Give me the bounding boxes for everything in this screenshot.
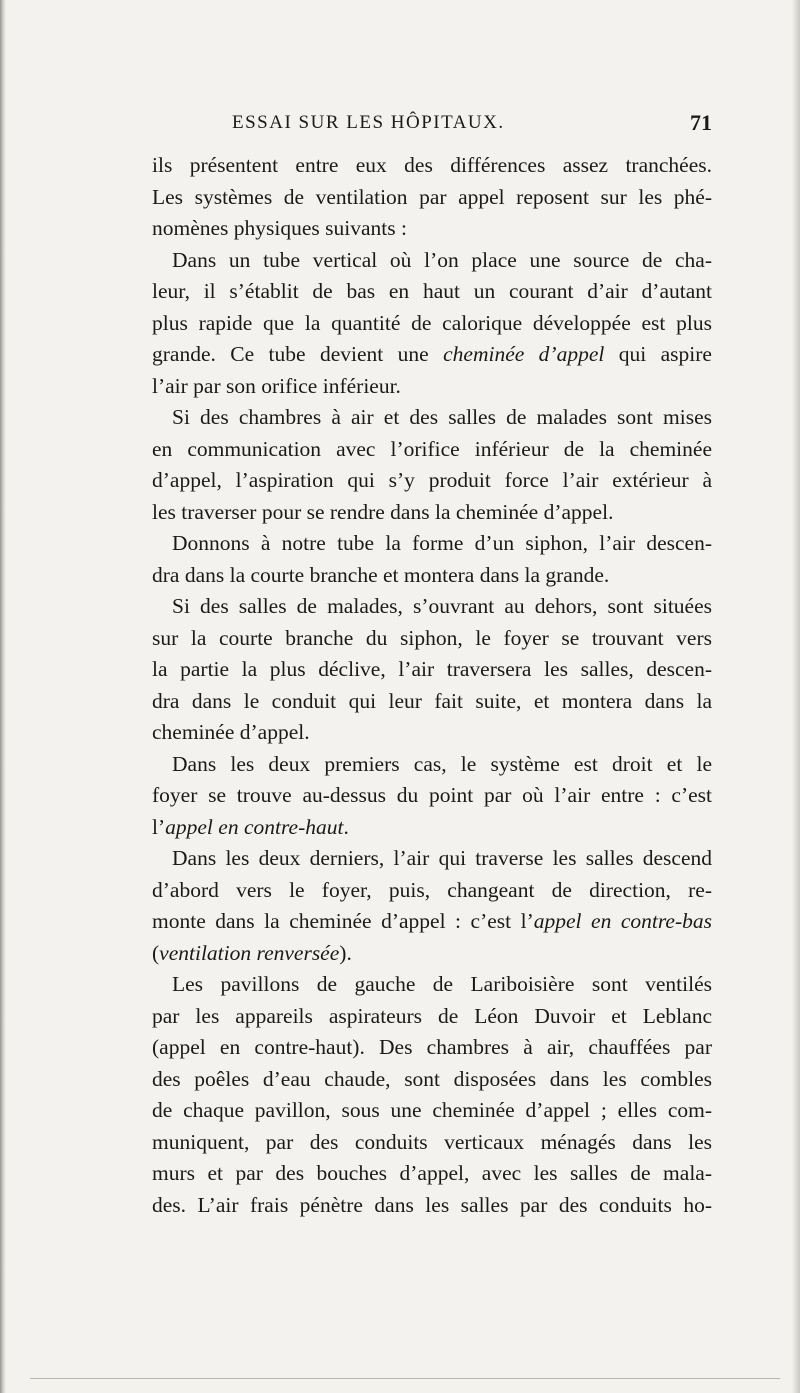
text-run: ( [152,940,160,965]
text-run: plus rapide que la quantité de calorique développée est plus [152,310,712,335]
text-line [152,686,712,718]
text-run: d’appel, l’aspiration qui s’y produit force l’air extérieur à [152,468,712,492]
text-run: par les appareils aspirateurs de Léon Duvoir et Leblanc [152,1003,712,1028]
text-line [152,276,712,308]
text-run: monte dans la cheminée d’appel : c’est l’ [152,909,534,933]
text-run: Dans un tube vertical où l’on place une source de cha- [172,247,712,272]
text-run: (appel en contre-haut). Des chambres à air, chauffées par [152,1035,712,1059]
italic-term: cheminée d’appel [443,342,605,366]
text-run: l’air par son orifice inférieur. [152,373,401,398]
text-line [152,182,712,214]
text-run: l’ [152,814,166,839]
italic-term: ventilation renversée [159,940,340,965]
text-run: cheminée d’appel. [152,720,310,744]
text-line [152,402,712,434]
text-run: en communication avec l’orifice inférieur de la cheminée [152,436,712,461]
text-line [152,308,712,340]
text-line [152,150,712,182]
text-line [152,969,712,1001]
text-run: des. L’air frais pénètre dans les salles par des conduits ho- [152,1192,712,1217]
text-line [152,1095,712,1127]
text-line [152,1001,712,1033]
text-run: Donnons à notre tube la forme d’un siphon, l’air descen- [172,531,712,555]
text-run: murs et par des bouches d’appel, avec les salles de mala- [152,1161,712,1185]
text-run: la partie la plus déclive, l’air traversera les salles, descen- [152,657,712,681]
text-run: foyer se trouve au-dessus du point par où l’air entre : c’est [152,783,712,807]
text-run: dra dans la courte branche et montera dans la grande. [152,562,610,587]
italic-term: appel en contre-bas [533,909,712,933]
text-run: Les systèmes de ventilation par appel reposent sur les phé- [152,184,712,209]
text-line [152,623,712,655]
page-bottom-edge [30,1378,780,1379]
text-run: ils présentent entre eux des différences assez tranchées. [152,153,712,177]
text-run: de chaque pavillon, sous une cheminée d’appel ; elles com- [152,1098,712,1122]
text-line [152,560,712,592]
text-line [152,749,712,781]
text-line [152,812,712,844]
running-head [152,112,712,142]
text-line [152,591,712,623]
text-line [152,780,712,812]
text-run: d’abord vers le foyer, puis, changeant de direction, re- [152,877,712,902]
text-run: muniquent, par des conduits verticaux ménagés dans les [152,1129,712,1154]
text-line [152,717,712,749]
text-line [152,497,712,529]
text-line [152,875,712,907]
running-title: ESSAI SUR LES HÔPITAUX. [232,112,505,133]
text-line [152,843,712,875]
text-line [152,1127,712,1159]
text-run: Dans les deux premiers cas, le système est droit et le [172,751,712,776]
text-run: Si des salles de malades, s’ouvrant au dehors, sont situées [172,594,712,618]
text-run: les traverser pour se rendre dans la cheminée d’appel. [152,499,614,524]
text-run: . [343,814,349,839]
text-run: Si des chambres à air et des salles de malades sont mises [172,405,712,429]
text-run: qui aspire [604,342,712,366]
page-edge-shadow-left [0,0,6,1393]
text-line [152,245,712,277]
text-line [152,213,712,245]
text-line [152,528,712,560]
text-run: dra dans le conduit qui leur fait suite, et montera dans la [152,688,712,713]
text-run: Les pavillons de gauche de Lariboisière sont ventilés [172,972,712,996]
text-line [152,434,712,466]
body-text [152,150,712,1221]
text-line [152,1190,712,1222]
text-run: grande. Ce tube devient une [152,342,444,366]
text-line [152,906,712,938]
text-line [152,938,712,970]
text-line [152,465,712,497]
text-run: des poêles d’eau chaude, sont disposées dans les combles [152,1066,712,1091]
page-edge-shadow-right [792,0,800,1393]
text-run: ). [339,940,352,965]
page-number: 71 [690,110,712,135]
text-line [152,1032,712,1064]
text-line [152,339,712,371]
text-line [152,371,712,403]
text-run: leur, il s’établit de bas en haut un courant d’air d’autant [152,279,712,303]
text-run: Dans les deux derniers, l’air qui traverse les salles descend [172,846,712,870]
text-line [152,1064,712,1096]
text-line [152,1158,712,1190]
text-run: sur la courte branche du siphon, le foyer se trouvant vers [152,625,712,650]
text-run: nomènes physiques suivants : [152,216,407,240]
text-line [152,654,712,686]
italic-term: appel en contre-haut [165,814,344,839]
